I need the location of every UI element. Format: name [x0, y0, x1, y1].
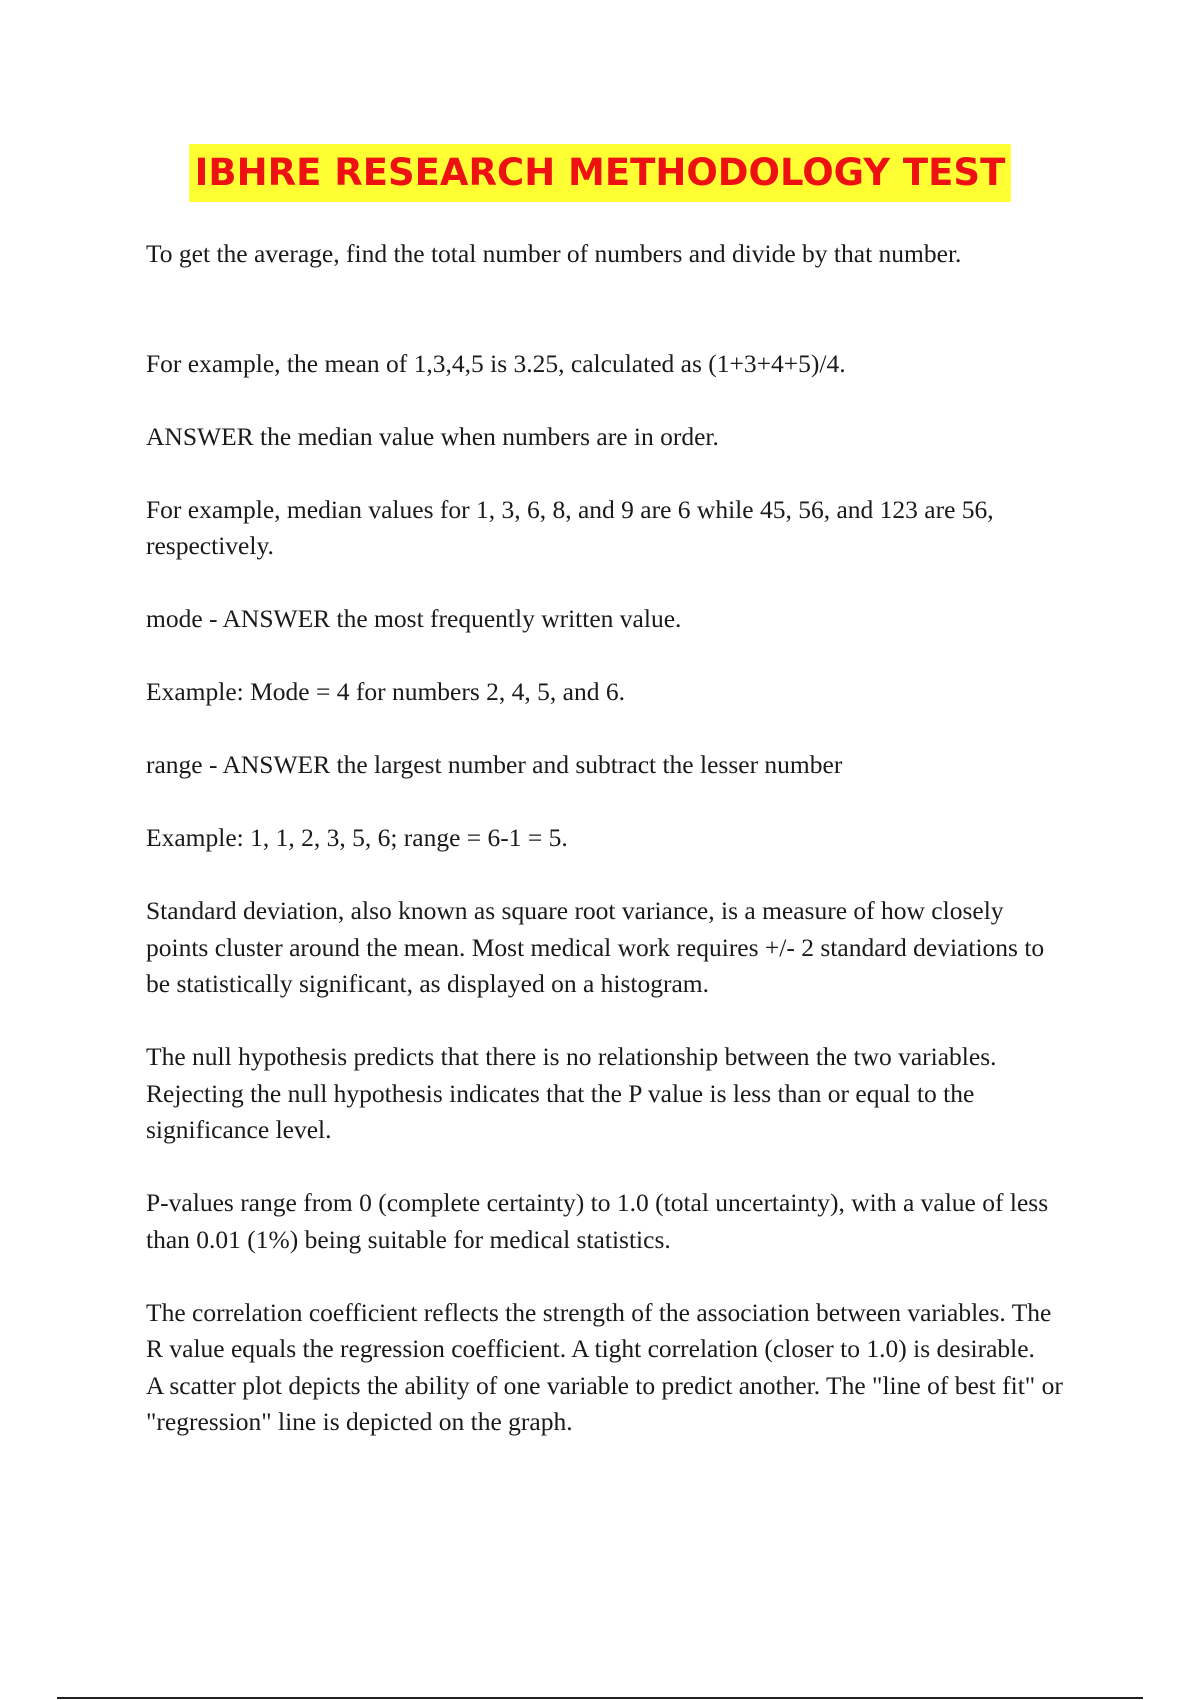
paragraph-range: range - ANSWER the largest number and subtract the lesser number — [146, 750, 843, 779]
paragraph-median-example: For example, median values for 1, 3, 6, 8, and 9 are 6 while 45, 56, and 123 are 56, respectively. — [146, 494, 994, 560]
title-wrapper — [0, 144, 1200, 202]
paragraph-range-example: Example: 1, 1, 2, 3, 5, 6; range = 6-1 = 5. — [146, 823, 568, 852]
paragraph-average: To get the average, find the total number of numbers and divide by that number. — [146, 239, 962, 268]
paragraph-correlation: The correlation coefficient reflects the strength of the association between variables. The R value equals the regression coefficient. A tight correlation (closer to 1.0) is desirable. — [146, 1297, 1052, 1363]
paragraph-median: ANSWER the median value when numbers are in order. — [146, 421, 719, 451]
paragraph-standard-deviation: Standard deviation, also known as square root variance, is a measure of how closely points cluster around the mean. Most medical work requires +/- 2 standard deviations to be statistically significant, as displayed on a histogram. — [146, 896, 1045, 998]
paragraph-mean-example: For example, the mean of 1,3,4,5 is 3.25, calculated as (1+3+4+5)/4. — [146, 348, 846, 378]
paragraph-scatter-plot: A scatter plot depicts the ability of one variable to predict another. The "line of best fit" or "regression" line is depicted on the graph. — [146, 1370, 1063, 1436]
document-body — [146, 236, 1066, 1477]
paragraph-reject-null: Rejecting the null hypothesis indicates that the P value is less than or equal to the significance level. — [146, 1078, 975, 1144]
paragraph-mode: mode - ANSWER the most frequently written value. — [146, 604, 682, 633]
paragraph-p-values: P-values range from 0 (complete certainty) to 1.0 (total uncertainty), with a value of less than 0.01 (1%) being suitable for medical statistics. — [146, 1188, 1049, 1254]
page-title: IBHRE RESEARCH METHODOLOGY TEST — [189, 144, 1012, 202]
footer-divider — [57, 1697, 1143, 1699]
paragraph-null-hypothesis: The null hypothesis predicts that there is no relationship between the two variables. — [146, 1042, 997, 1071]
paragraph-mode-example: Example: Mode = 4 for numbers 2, 4, 5, and 6. — [146, 677, 625, 706]
